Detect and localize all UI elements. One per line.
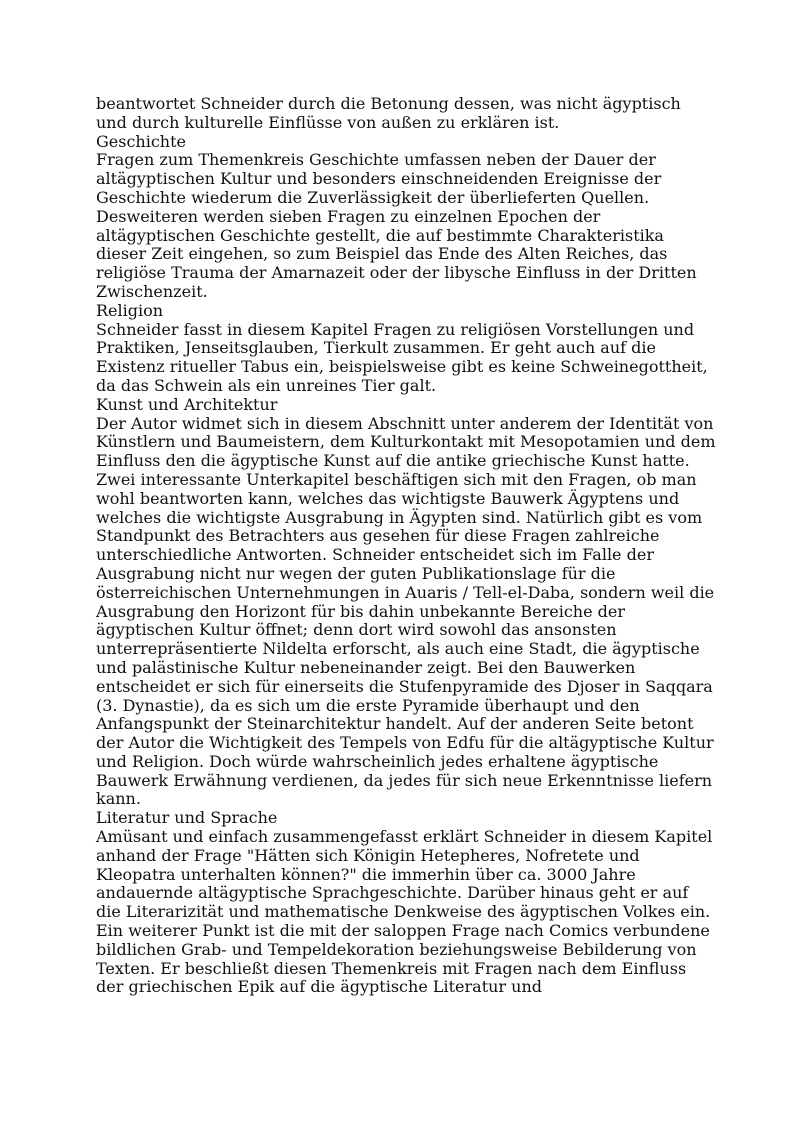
section-body-kunst-und-architektur: Der Autor widmet sich in diesem Abschnitt unter anderem der Identität von Künstlern und Baumeistern, dem Kulturkontakt mit Mesopotamien und dem Einfluss den die ägyptische Kunst auf die antike griechische Kunst hatte. Zwei interessante Unterkapitel beschäftigen sich mit den Fragen, ob man wohl beantworten kann, welches das wichtigste Bauwerk Ägyptens und welches die wichtigste Ausgrabung in Ägypten sind. Natürlich gibt es vom Standpunkt des Betrachters aus gesehen für diese Fragen zahlreiche unterschiedliche Antworten. Schneider entscheidet sich im Falle der Ausgrabung nicht nur wegen der guten Publikationslage für die österreichischen Unternehmungen in Auaris / Tell-el-Daba, sondern weil die Ausgrabung den Horizont für bis dahin unbekannte Bereiche der ägyptischen Kultur öffnet; denn dort wird sowohl das ansonsten unterrepräsentierte Nildelta erforscht, als auch eine Stadt, die ägyptische und palästinische Kultur nebeneinander zeigt. Bei den Bauwerken entscheidet er sich für einerseits die Stufenpyramide des Djoser in Saqqara (3. Dynastie), da es sich um die erste Pyramide überhaupt und den Anfangspunkt der Steinarchitektur handelt. Auf der anderen Seite betont der Autor die Wichtigkeit des Tempels von Edfu für die altägyptische Kultur und Religion. Doch würde wahrscheinlich jedes erhaltene ägyptische Bauwerk Erwähnung verdienen, da jedes für sich neue Erkenntnisse liefern kann. — [96, 413, 716, 809]
section-body-literatur-und-sprache: Amüsant und einfach zusammengefasst erklärt Schneider in diesem Kapitel anhand der Frage "Hätten sich Königin Hetepheres, Nofretete und Kleopatra unterhalten können?" die immerhin über ca. 3000 Jahre andauernde altägyptische Sprachgeschichte. Darüber hinaus geht er auf die Literarizität und mathematische Denkweise des ägyptischen Volkes ein. Ein weiterer Punkt ist die mit der saloppen Frage nach Comics verbundene bildlichen Grab- und Tempeldekoration beziehungsweise Bebilderung von Texten. Er beschließt diesen Themenkreis mit Fragen nach dem Einfluss der griechischen Epik auf die ägyptische Literatur und — [96, 827, 713, 997]
section-heading-kunst-und-architektur: Kunst und Architektur — [96, 394, 278, 414]
section-heading-geschichte: Geschichte — [96, 131, 187, 151]
section-heading-literatur-und-sprache: Literatur und Sprache — [96, 808, 278, 828]
document-page — [96, 95, 716, 997]
section-heading-religion: Religion — [96, 300, 164, 320]
intro-paragraph: beantwortet Schneider durch die Betonung dessen, was nicht ägyptisch und durch kulturelle Einflüsse von außen zu erklären ist. — [96, 94, 681, 132]
section-body-geschichte: Fragen zum Themenkreis Geschichte umfassen neben der Dauer der altägyptischen Kultur und besonders einschneidenden Ereignisse der Geschichte wiederum die Zuverlässigkeit der überlieferten Quellen. Desweiteren werden sieben Fragen zu einzelnen Epochen der altägyptischen Geschichte gestellt, die auf bestimmte Charakteristika dieser Zeit eingehen, so zum Beispiel das Ende des Alten Reiches, das religiöse Trauma der Amarnazeit oder der libysche Einfluss in der Dritten Zwischenzeit. — [96, 150, 697, 301]
section-body-religion: Schneider fasst in diesem Kapitel Fragen zu religiösen Vorstellungen und Praktiken, Jenseitsglauben, Tierkult zusammen. Er geht auch auf die Existenz ritueller Tabus ein, beispielsweise gibt es keine Schweinegottheit, da das Schwein als ein unreines Tier galt. — [96, 319, 708, 395]
